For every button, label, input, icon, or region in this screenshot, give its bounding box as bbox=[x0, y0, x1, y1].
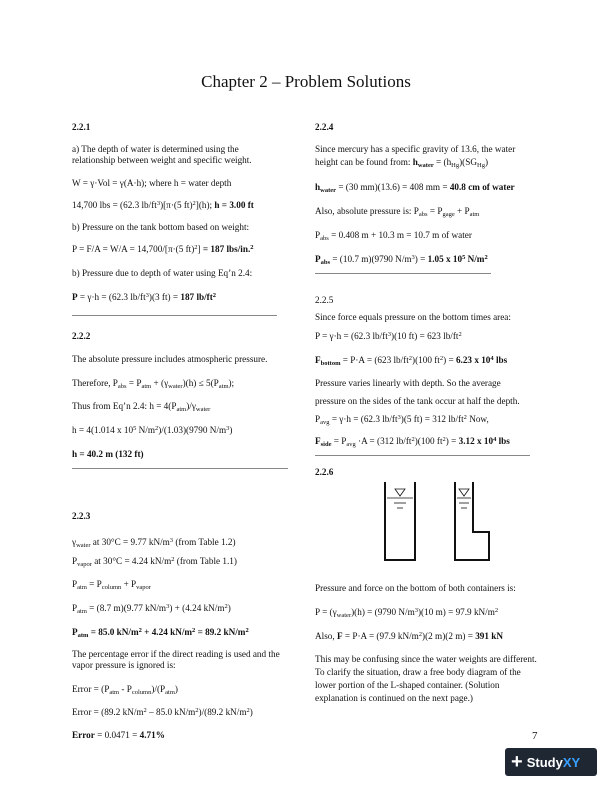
text-line: Since force equals pressure on the bottom times area: bbox=[315, 312, 511, 322]
answer-line: h = 40.2 m (132 ft) bbox=[72, 449, 144, 459]
section-2-2-6-heading: 2.2.6 bbox=[315, 467, 334, 477]
equation-line: $P_{abs} = 0.408$ m + 10.3 m = 10.7 m of water bbox=[315, 230, 472, 242]
equation-line: $P_{vapor}$ at 30°C = 4.24 $kN/m^2$ (from Table 1.1) bbox=[72, 556, 237, 568]
page-title: Chapter 2 – Problem Solutions bbox=[201, 72, 411, 91]
equation-line: height can be found from: $h_{water} = (h_{Hg})(SG_{Hg})$ bbox=[315, 157, 489, 169]
equation-line: Therefore, $P_{abs} = P_{atm} + (\gamma_{water})(h) \le 5(P_{atm})$; bbox=[72, 378, 235, 390]
straight-container-water-level bbox=[387, 489, 413, 508]
equation-line: Error = $(P_{atm} - P_{column})/(P_{atm})$ bbox=[72, 684, 178, 696]
text-line: pressure on the sides of the tank occur at half the depth. bbox=[315, 396, 520, 406]
plus-icon: + bbox=[511, 751, 523, 773]
equation-line: 14,700 lbs = (62.3 $lb/ft^3)[\pi\cdot(5$ ft)$^2$](h); h = 3.00 ft bbox=[72, 200, 254, 210]
divider bbox=[72, 468, 288, 469]
containers-diagram bbox=[375, 472, 515, 572]
equation-line: W = γ·Vol = γ(A·h); where h = water depth bbox=[72, 178, 232, 188]
left-column bbox=[72, 120, 297, 740]
answer-line: Also, F = P·A = (97.9 $kN/m^2)(2$ m)(2 m) = 391 kN bbox=[315, 631, 504, 641]
equation-line: $P_{atm} = (8.7$ m)(9.77 $kN/m^3) + (4.24$ $kN/m^2$) bbox=[72, 603, 231, 615]
text-paragraph: The percentage error if the direct reading is used and the vapor pressure is ignored is: bbox=[72, 649, 280, 670]
section-2-2-2-heading: 2.2.2 bbox=[72, 331, 91, 341]
equation-line: $P = (\gamma_{water})(h) = (9790$ $N/m^3)(10$ m) = 97.9 $kN/m^2$ bbox=[315, 607, 499, 619]
divider bbox=[72, 315, 277, 316]
studyxy-logo bbox=[505, 748, 597, 776]
text-line: a) The depth of water is determined using the bbox=[72, 144, 239, 154]
answer-line: $F_{bottom} = P\cdot A = (623$ $lb/ft^2)(100$ $ft^2) = 6.23$ x $10^4$ lbs bbox=[315, 355, 508, 367]
section-2-2-1-heading: 2.2.1 bbox=[72, 122, 91, 132]
answer-line: $P_{atm} = 85.0$ $kN/m^2 + 4.24$ $kN/m^2 = 89.2$ $kN/m^2$ bbox=[72, 627, 249, 639]
equation-line: Error = (89.2 $kN/m^2 - 85.0$ $kN/m^2)/(89.2$ $kN/m^2$) bbox=[72, 707, 253, 717]
text-line: b) Pressure due to depth of water using Eq’n 2.4: bbox=[72, 268, 253, 278]
answer-line: Error = 0.0471 = 4.71% bbox=[72, 730, 165, 740]
logo-text: StudyXY bbox=[526, 754, 581, 770]
divider bbox=[315, 455, 530, 456]
text-line: The absolute pressure includes atmospheric pressure. bbox=[72, 354, 268, 364]
answer-line: $h_{water} = (30$ mm)(13.6) = 408 mm = 40.8 cm of water bbox=[315, 182, 515, 194]
right-column bbox=[315, 120, 540, 720]
divider bbox=[315, 273, 491, 274]
section-2-2-3-heading: 2.2.3 bbox=[72, 511, 91, 521]
equation-line: Also, absolute pressure is: $P_{abs} = P_{gage} + P_{atm}$ bbox=[315, 206, 480, 218]
equation-line: $P_{avg} = \gamma\cdot h = (62.3$ $lb/ft^3)(5$ ft) = 312 $lb/ft^2$ Now, bbox=[315, 414, 489, 426]
equation-line: h = 4(1.014 x $10^5$ $N/m^2)/(1.03)(9790$ $N/m^3$) bbox=[72, 425, 233, 435]
text-line: b) Pressure on the tank bottom based on weight: bbox=[72, 222, 250, 232]
equation-line: $P_{atm} = P_{column} + P_{vapor}$ bbox=[72, 579, 151, 591]
text-line: Since mercury has a specific gravity of 13.6, the water bbox=[315, 144, 516, 154]
l-shaped-container bbox=[455, 482, 489, 560]
page-number: 7 bbox=[532, 730, 538, 742]
text-line: Pressure and force on the bottom of both containers is: bbox=[315, 583, 516, 593]
section-2-2-5-heading: 2.2.5 bbox=[315, 295, 334, 305]
equation-line: Thus from Eq’n 2.4: $h = 4(P_{atm})/\gamma_{water}$ bbox=[72, 401, 211, 413]
answer-line: $F_{side} = P_{avg} \cdot A = (312$ $lb/ft^2)(100$ $ft^2) = 3.12$ x $10^4$ lbs bbox=[315, 436, 510, 448]
equation-line: P = γ·h = (62.3 $lb/ft^3)(10$ ft) = 623 $lb/ft^2$ bbox=[315, 331, 462, 341]
text-line: relationship between weight and specific weight. bbox=[72, 155, 252, 165]
l-shaped-container-water-level bbox=[457, 489, 471, 508]
equation-line: $\gamma_{water}$ at 30°C = 9.77 $kN/m^3$ (from Table 1.2) bbox=[72, 537, 236, 549]
answer-line: $P_{abs} = (10.7$ m)(9790 $N/m^3) = 1.05$ x $10^5$ $N/m^2$ bbox=[315, 254, 488, 266]
equation-line: P = F/A = W/A = 14,700/[π·(5 ft)$^2$] = 187 lbs/in.$^2$ bbox=[72, 244, 254, 254]
section-2-2-4-heading: 2.2.4 bbox=[315, 122, 334, 132]
text-line: Pressure varies linearly with depth. So the average bbox=[315, 378, 501, 388]
equation-line: P = γ·h = (62.3 $lb/ft^3)(3$ ft) = 187 $lb/ft^2$ bbox=[72, 292, 217, 302]
text-paragraph: This may be confusing since the water weights are different. To clarify the situation, draw a free body diagram of the lower portion of the L-shaped container. (Solution explanation is continued on the next page.) bbox=[315, 654, 537, 703]
